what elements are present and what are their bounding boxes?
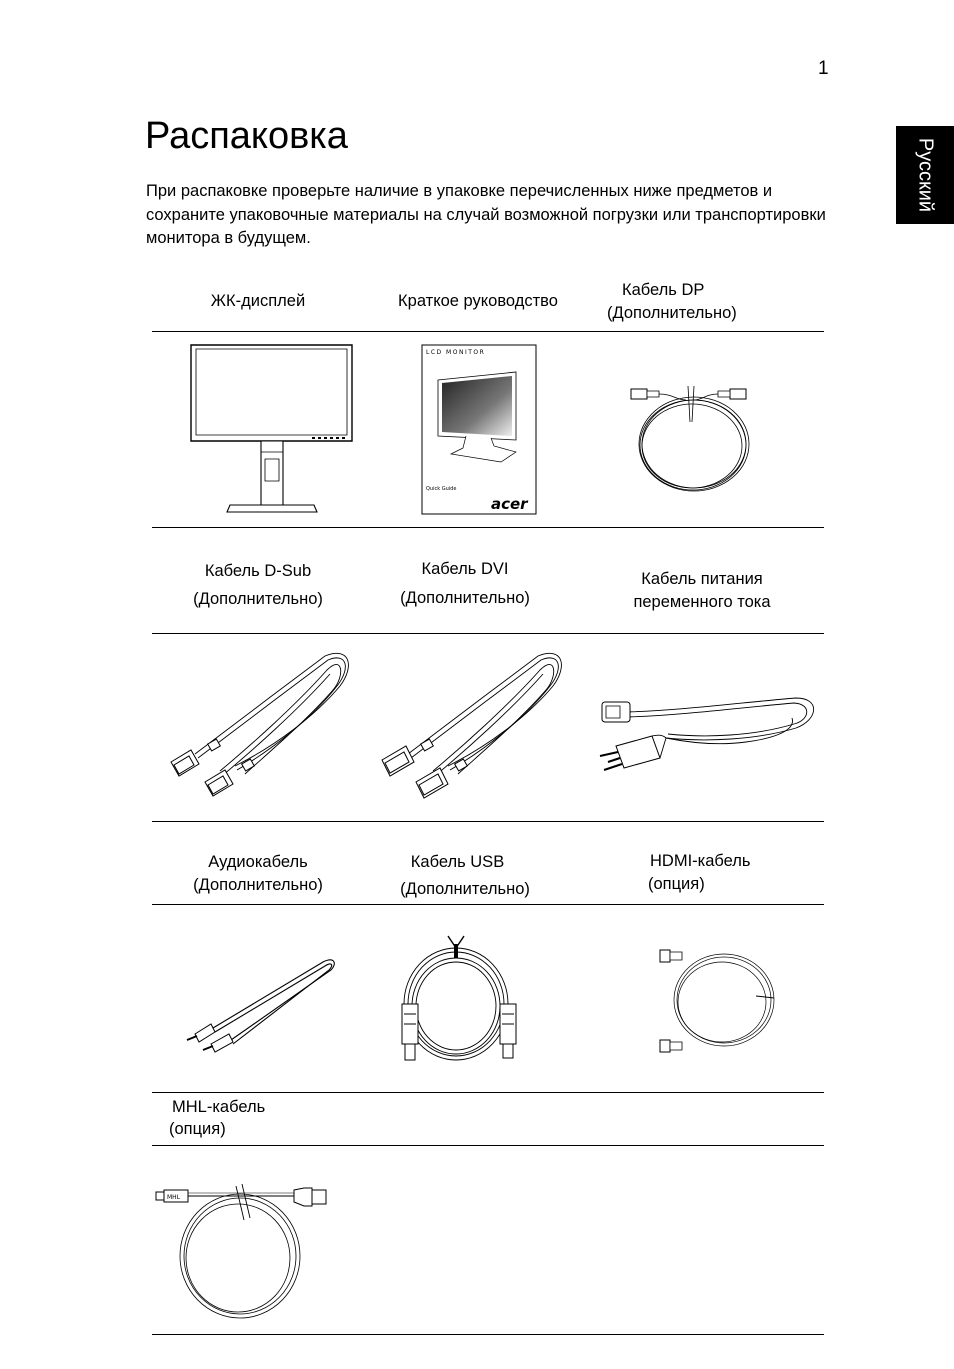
- acer-logo: acer: [491, 495, 528, 513]
- page-number: 1: [818, 58, 829, 79]
- audio-cable-illustration: [183, 952, 338, 1052]
- label-audio: Аудиокабель (Дополнительно): [193, 853, 323, 894]
- power-cable-illustration: [596, 690, 818, 785]
- label-lcd: ЖК-дисплей: [210, 292, 306, 310]
- label-mhl-line1: MHL-кабель: [172, 1098, 266, 1116]
- mhl-art-label: MHL: [167, 1194, 181, 1201]
- label-hdmi-line1: HDMI-кабель: [650, 852, 751, 870]
- language-tab-label: Русский: [914, 137, 937, 213]
- guide-art-caption: Quick Guide: [426, 486, 457, 492]
- hdmi-cable-illustration: [652, 944, 780, 1059]
- row-divider: [152, 1145, 824, 1146]
- page-title: Распаковка: [145, 115, 348, 157]
- guide-art-heading: LCD MONITOR: [426, 349, 486, 356]
- row-divider: [152, 1334, 824, 1335]
- dsub-cable-illustration: [165, 646, 355, 801]
- quick-guide-illustration: [421, 344, 537, 516]
- label-guide: Краткое руководство: [398, 292, 558, 310]
- row-divider: [152, 331, 824, 332]
- language-tab: [896, 126, 954, 224]
- mhl-cable-illustration: [154, 1178, 334, 1318]
- label-dp-line1: Кабель DP: [622, 281, 705, 299]
- label-power: Кабель питания переменного тока: [633, 570, 771, 611]
- dp-cable-illustration: [628, 382, 753, 492]
- row-divider: [152, 633, 824, 634]
- row-divider: [152, 527, 824, 528]
- label-usb: Кабель USB (Дополнительно): [400, 853, 530, 898]
- usb-cable-illustration: [388, 934, 523, 1064]
- lcd-monitor-illustration: [190, 344, 355, 516]
- label-dsub: Кабель D-Sub (Дополнительно): [193, 562, 323, 608]
- dvi-cable-illustration: [378, 646, 568, 801]
- label-hdmi-line2: (опция): [648, 875, 705, 893]
- label-dvi: Кабель DVI (Дополнительно): [400, 560, 530, 607]
- label-dp-line2: (Дополнительно): [607, 304, 737, 322]
- row-divider: [152, 821, 824, 822]
- label-mhl-line2: (опция): [169, 1120, 226, 1138]
- row-divider: [152, 904, 824, 905]
- intro-paragraph: При распаковке проверьте наличие в упаковке перечисленных ниже предметов и сохраните упаковочные материалы на случай возможной погрузки или транспортировки монитора в будущем.: [146, 182, 826, 247]
- row-divider: [152, 1092, 824, 1093]
